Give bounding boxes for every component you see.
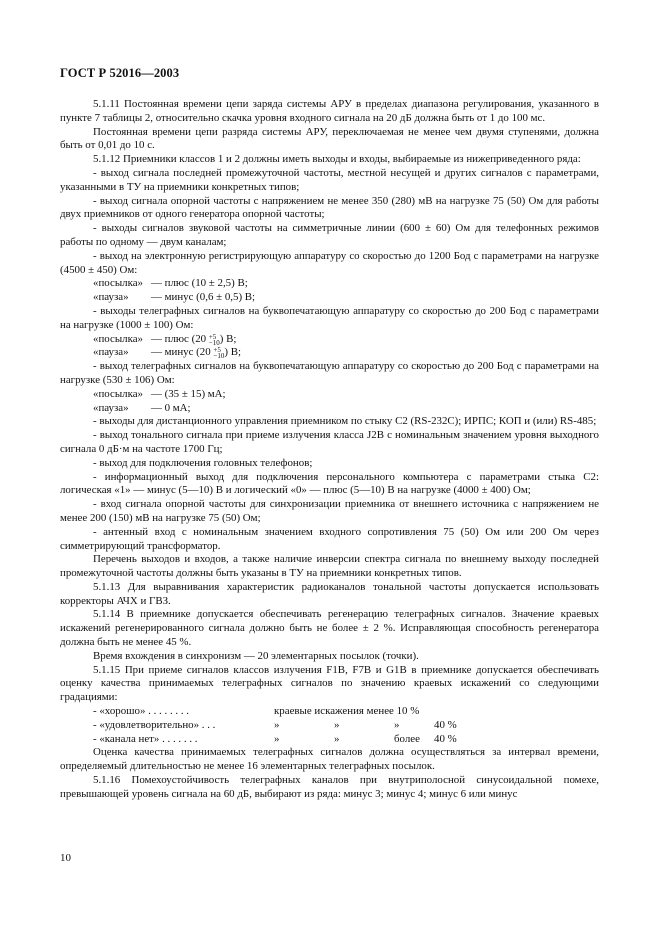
signal-value: — 0 мА; [151,401,191,414]
signal-suffix: ) В; [224,346,242,359]
gradation-value: 40 % [434,718,457,731]
gradation-qualifier: более [394,732,420,745]
ditto-mark: » [274,718,280,731]
paragraph: - информационный выход для подключения персонального компьютера с параметрами стыка С2: логическая «1» — минус (5—10) В и логический «0» — плюс (5—10) В на нагрузке (4000 ± 400) Ом; [60,470,599,497]
paragraph: - выход для подключения головных телефонов; [93,456,313,469]
paragraph: 5.1.14 В приемнике допускается обеспечивать регенерацию телеграфных сигналов. Значение краевых искажений регенерированного сигнала должно быть не более ± 2 %. Исправляющая способность регенератора должна быть не менее 45 %. [60,608,599,649]
paragraph: - выход на электронную регистрирующую аппаратуру со скоростью до 1200 Бод с параметрами на нагрузке (4500 ± 450) Ом: [60,249,599,276]
ditto-mark: » [394,718,400,731]
tolerance-upper: +5 [213,346,221,355]
signal-label: «пауза» [93,291,129,304]
signal-suffix: ) В; [219,332,237,345]
paragraph: Оценка качества принимаемых телеграфных сигналов должна осуществляться за интервал времени, определяемый длительностью не менее 16 элементарных телеграфных посылок. [60,746,599,773]
paragraph: Постоянная времени цепи разряда системы АРУ, переключаемая не менее чем двумя ступенями, должна быть от 0,01 до 10 с. [60,125,599,152]
tolerance-lower: −10 [208,338,220,347]
signal-value: — минус (0,6 ± 0,5) В; [151,291,256,304]
signal-value: — (35 ± 15) мА; [151,387,226,400]
paragraph: - вход сигнала опорной частоты для синхронизации приемника от внешнего источника с напряжением не менее 200 (150) мВ на нагрузке 75 (50) Ом; [60,498,599,524]
signal-line [60,346,599,360]
gradation-text: краевые искажения менее 10 % [274,705,420,718]
paragraph: - выход тонального сигнала при приеме излучения класса J2B с номинальным значением уровня выходного сигнала 0 дБ·м на частоте 1700 Гц; [60,429,599,455]
document-body [60,98,599,802]
paragraph: - антенный вход с номинальным значением входного сопротивления 75 (50) Ом или 200 Ом через симметрирующий трансформатор. [60,525,599,552]
signal-label: «посылка» [93,277,143,290]
ditto-mark: » [274,732,280,745]
gradation-label: - «канала нет» . . . . . . . [93,732,198,745]
paragraph: Перечень выходов и входов, а также наличие инверсии спектра сигнала по внешнему выходу последней промежуточной частоты должны быть указаны в ТУ на приемники конкретных типов. [60,553,599,580]
signal-line [60,388,599,402]
gradation-row [60,705,599,719]
paragraph: - выход сигнала опорной частоты с напряжением не менее 350 (280) мВ на нагрузке 75 (50) Ом для работы двух приемников от одного генератора опорной частоты; [60,194,599,221]
ditto-mark: » [334,732,340,745]
page-header: ГОСТ Р 52016—2003 [60,66,180,80]
signal-label: «посылка» [93,387,143,400]
signal-line [60,402,599,416]
tolerance [213,347,224,359]
signal-line [60,291,599,305]
tolerance-upper: +5 [208,332,217,341]
gradation-row [60,719,599,733]
signal-prefix: — минус (20 [151,346,211,359]
paragraph: 5.1.11 Постоянная времени цепи заряда системы АРУ в пределах диапазона регулирования, указанного в пункте 7 таблицы 2, относительно скачка уровня входного сигнала на 20 дБ должна быть от 1 до 100 мс. [60,98,599,124]
gradation-label: - «хорошо» . . . . . . . . [93,705,189,718]
signal-line [60,277,599,291]
gradation-value: 40 % [434,732,457,745]
paragraph: - выходы телеграфных сигналов на буквопечатающую аппаратуру со скоростью до 200 Бод с параметрами на нагрузке (1000 ± 100) Ом: [60,304,599,331]
signal-label: «посылка» [93,332,143,345]
signal-value: — плюс (10 ± 2,5) В; [151,277,248,290]
paragraph: 5.1.15 При приеме сигналов классов излучения F1B, F7B и G1B в приемнике допускается обеспечивать оценку качества принимаемых телеграфных сигналов по значению краевых искажений со следующими градациями: [60,663,599,704]
paragraph: 5.1.16 Помехоустойчивость телеграфных каналов при внутриполосной синусоидальной помехе, превышающей уровень сигнала на 60 дБ, выбирают из ряда: минус 3; минус 4; минус 6 или минус [60,774,599,800]
tolerance [209,334,220,346]
ditto-mark: » [334,718,340,731]
page-number: 10 [60,852,71,864]
gradation-row [60,733,599,747]
signal-prefix: — плюс (20 [151,332,207,345]
signal-label: «пауза» [93,346,129,359]
paragraph: 5.1.13 Для выравнивания характеристик радиоканалов тональной частоты допускается использовать корректоры АЧХ и ГВЗ. [60,580,599,607]
paragraph: - выходы сигналов звуковой частоты на симметричные линии (600 ± 60) Ом для телефонных режимов работы по одному — двум каналам; [60,222,599,248]
paragraph: 5.1.12 Приемники классов 1 и 2 должны иметь выходы и входы, выбираемые из нижеприведенного ряда: [93,153,581,166]
signal-label: «пауза» [93,401,129,414]
paragraph: - выход сигнала последней промежуточной частоты, местной несущей и других сигналов с параметрами, указанными в ТУ на приемники конкретных типов; [60,166,599,193]
paragraph: Время вхождения в синхронизм — 20 элементарных посылок (точки). [93,649,419,662]
tolerance-lower: −10 [213,352,225,361]
paragraph: - выход телеграфных сигналов на буквопечатающую аппаратуру со скоростью до 200 Бод с параметрами на нагрузке (530 ± 106) Ом: [60,360,599,386]
gradation-label: - «удовлетворительно» . . . [93,718,216,731]
signal-line [60,333,599,347]
paragraph: - выходы для дистанционного управления приемником по стыку С2 (RS-232С); ИРПС; КОП и (или) RS-485; [93,415,597,428]
